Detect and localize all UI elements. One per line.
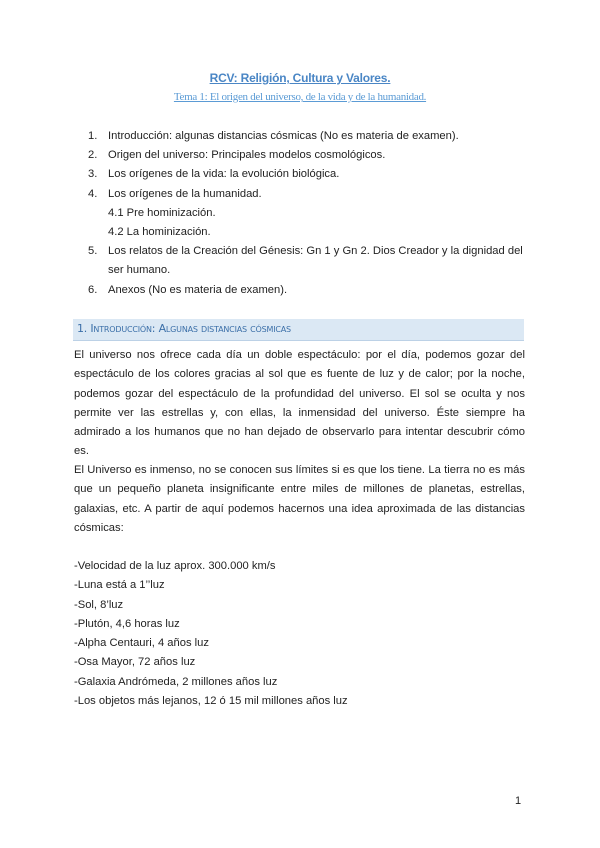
toc-number: 3. [88,168,98,181]
distance-item: -Velocidad de la luz aprox. 300.000 km/s [74,560,276,572]
toc-item [88,242,538,280]
distance-item: -Luna está a 1’’luz [74,579,165,592]
toc-number: 6. [88,283,98,296]
distance-list [74,557,525,711]
toc-item [88,165,538,184]
document-subtitle: Tema 1: El origen del universo, de la vida y de la humanidad. [173,91,427,103]
toc-text: 4.1 Pre hominización. [108,206,216,219]
table-of-contents [88,127,538,300]
distance-item: -Osa Mayor, 72 años luz [74,656,196,669]
distance-item: -Galaxia Andrómeda, 2 millones años luz [74,675,278,688]
toc-number: 4. [88,187,98,200]
section-heading: 1. Introducción: Algunas distancias cósmicas [77,322,291,335]
toc-number: 2. [88,149,98,162]
toc-item [88,185,538,204]
toc-text: Los relatos de la Creación del Génesis: Gn 1 y Gn 2. Dios Creador y la dignidad del [108,245,523,258]
toc-item [88,146,538,165]
toc-text: Origen del universo: Principales modelos cosmológicos. [108,149,386,162]
toc-item [88,127,538,146]
distance-item: -Sol, 8’luz [74,598,124,611]
distance-item: -Plutón, 4,6 horas luz [74,617,180,630]
document-title: RCV: Religión, Cultura y Valores. [209,71,391,85]
distance-item: -Alpha Centauri, 4 años luz [74,637,209,650]
toc-text: Los orígenes de la vida: la evolución biológica. [108,168,340,181]
toc-item [88,281,538,300]
distance-item: -Los objetos más lejanos, 12 ó 15 mil millones años luz [74,695,348,708]
paragraph: El universo nos ofrece cada día un doble espectáculo: por el día, podemos gozar del espectáculo de los colores gracias al sol que es fuente de luz y de calor; por la noche, podemos gozar del espectáculo de la profundidad del universo. El sol se oculta y nos permite ver las estrellas y, con ellas, la inmensidad del universo. Éste siempre ha admirado a los humanos que no han dejado de observarlo para intentar descubrir cómo es. [74,349,525,458]
toc-number: 1. [88,130,98,142]
toc-text: Anexos (No es materia de examen). [108,283,288,296]
toc-number: 5. [88,245,98,258]
toc-text-continued: ser humano. [108,264,171,277]
toc-text: Los orígenes de la humanidad. [108,187,262,200]
toc-text: 4.2 La hominización. [108,226,211,239]
toc-text: Introducción: algunas distancias cósmicas (No es materia de examen). [108,130,459,142]
toc-subitem [88,204,538,223]
toc-subitem [88,223,538,242]
page-number: 1 [515,795,522,807]
paragraph: El Universo es inmenso, no se conocen sus límites si es que los tiene. La tierra no es más que un pequeño planeta insignificante entre miles de millones de planetas, estrellas, galaxias, etc. A partir de aquí podemos hacernos una idea aproximada de las distancias cósmicas: [74,464,525,534]
